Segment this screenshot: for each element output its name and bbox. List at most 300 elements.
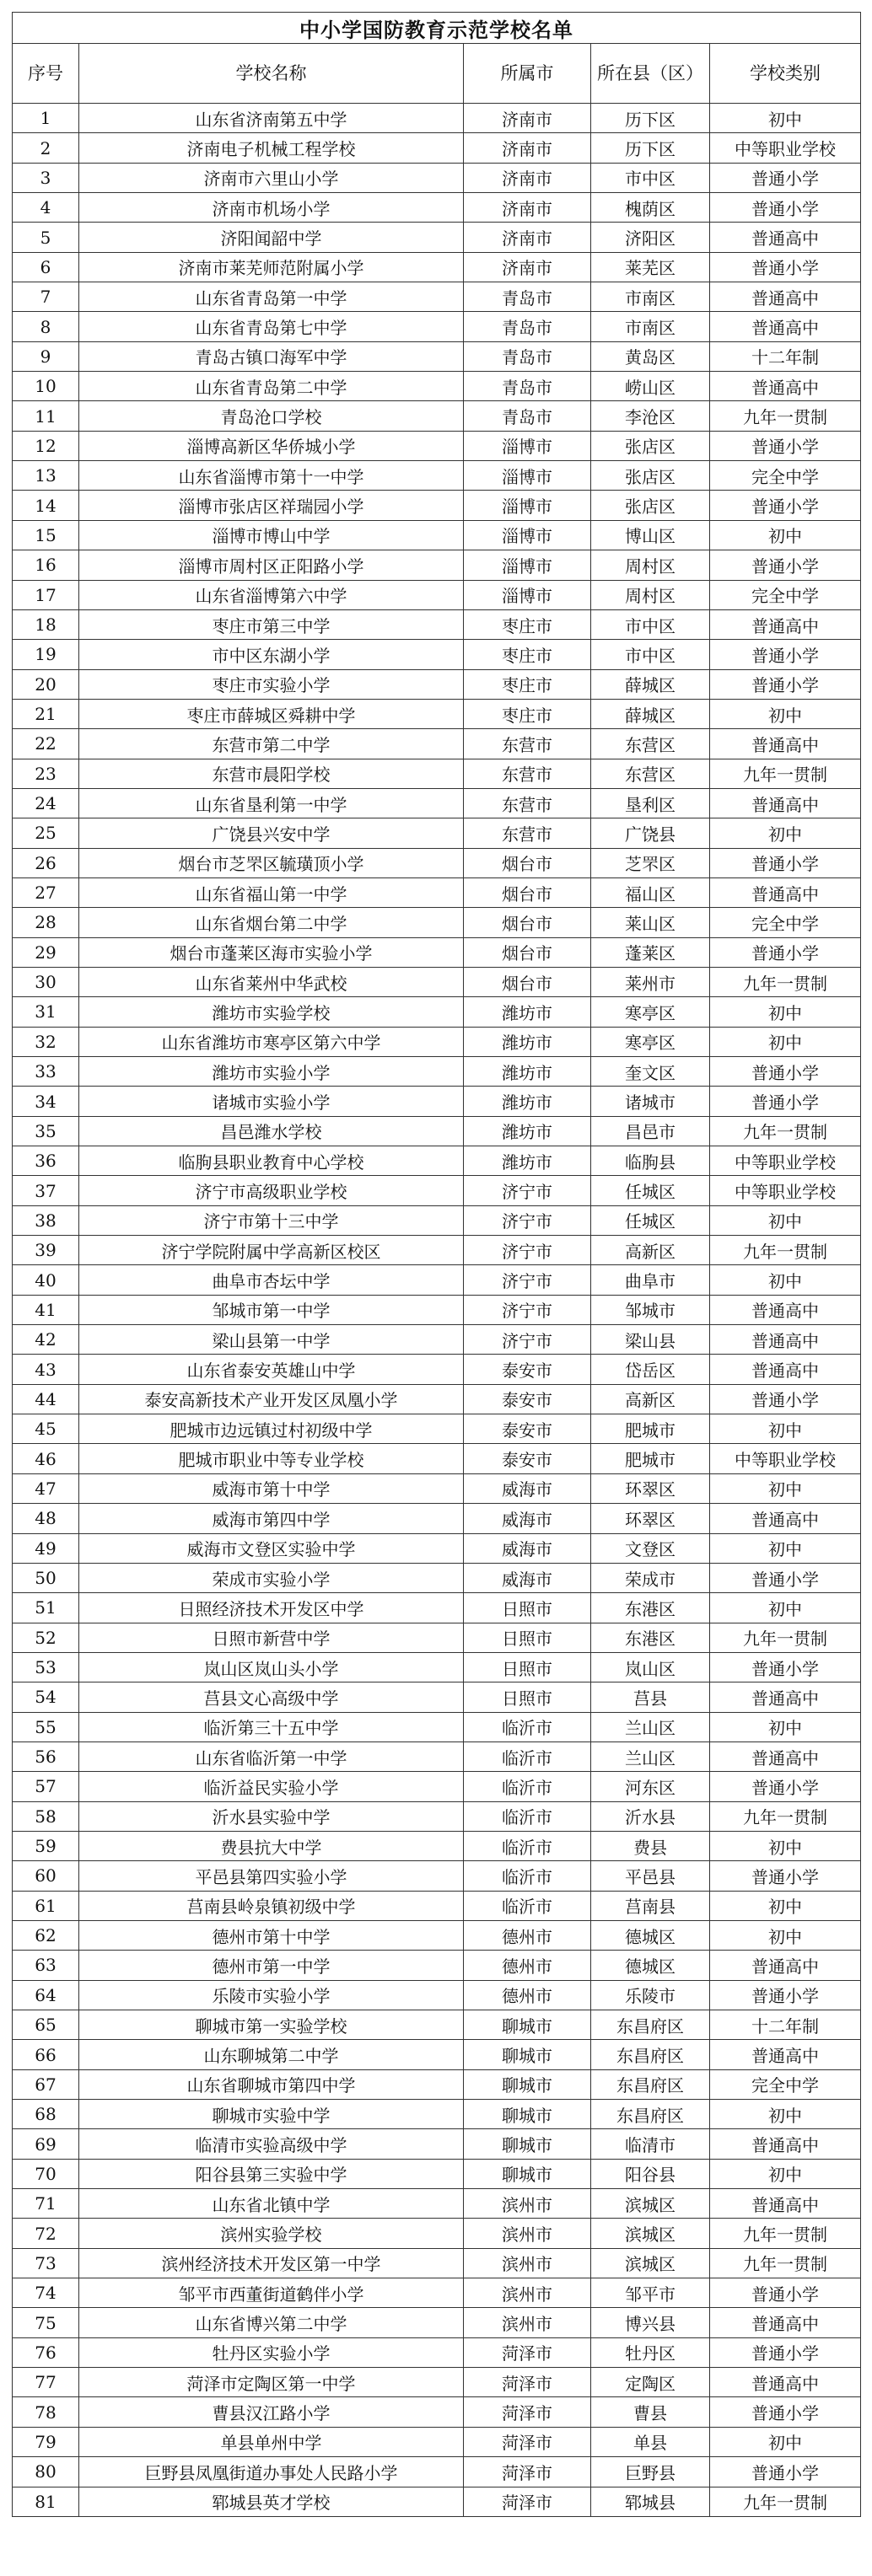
school-name-cell: 山东省莱州中华武校 [79,967,464,996]
city-cell: 东营市 [464,759,591,788]
row-number-cell: 9 [13,341,79,371]
county-cell: 巨野县 [591,2457,710,2487]
row-number-cell: 63 [13,1951,79,1980]
county-cell: 芝罘区 [591,848,710,877]
school-category-cell: 普通高中 [710,282,861,312]
city-cell: 日照市 [464,1593,591,1623]
row-number-cell: 36 [13,1146,79,1176]
city-cell: 青岛市 [464,372,591,401]
school-category-cell: 中等职业学校 [710,1444,861,1473]
school-name-cell: 滨州实验学校 [79,2219,464,2248]
city-cell: 泰安市 [464,1444,591,1473]
school-name-cell: 山东省福山第一中学 [79,877,464,907]
county-cell: 周村区 [591,550,710,580]
row-number-cell: 58 [13,1801,79,1831]
county-cell: 张店区 [591,431,710,460]
table-row [13,431,861,460]
row-number-cell: 12 [13,431,79,460]
school-name-cell: 广饶县兴安中学 [79,818,464,848]
school-name-cell: 日照市新营中学 [79,1623,464,1652]
table-row [13,1355,861,1384]
school-category-cell: 初中 [710,1533,861,1563]
table-row [13,1473,861,1503]
county-cell: 博兴县 [591,2308,710,2337]
table-row [13,2100,861,2129]
county-cell: 牡丹区 [591,2337,710,2367]
row-number-cell: 15 [13,520,79,550]
school-name-cell: 邹平市西董街道鹤伴小学 [79,2278,464,2308]
city-cell: 日照市 [464,1623,591,1652]
table-row [13,1801,861,1831]
table-row [13,1384,861,1414]
school-category-cell: 普通高中 [710,877,861,907]
row-number-cell: 31 [13,997,79,1027]
city-cell: 潍坊市 [464,1116,591,1146]
school-category-cell: 完全中学 [710,908,861,937]
county-cell: 高新区 [591,1384,710,1414]
table-row [13,877,861,907]
school-name-cell: 昌邑潍水学校 [79,1116,464,1146]
city-cell: 青岛市 [464,312,591,341]
table-row [13,2368,861,2397]
city-cell: 淄博市 [464,550,591,580]
table-row [13,1980,861,2010]
county-cell: 环翠区 [591,1473,710,1503]
school-category-cell: 初中 [710,2427,861,2456]
table-row [13,699,861,728]
school-category-cell: 普通小学 [710,163,861,192]
school-name-cell: 淄博市周村区正阳路小学 [79,550,464,580]
school-category-cell: 普通高中 [710,1504,861,1533]
county-cell: 昌邑市 [591,1116,710,1146]
school-category-cell: 完全中学 [710,2069,861,2099]
table-row [13,1533,861,1563]
school-name-cell: 淄博市博山中学 [79,520,464,550]
row-number-cell: 22 [13,729,79,759]
city-cell: 威海市 [464,1563,591,1592]
school-category-cell: 普通高中 [710,312,861,341]
city-cell: 烟台市 [464,877,591,907]
school-name-cell: 山东省垦利第一中学 [79,788,464,818]
school-category-cell: 初中 [710,520,861,550]
table-row [13,1682,861,1712]
table-row [13,1205,861,1235]
table-row [13,1504,861,1533]
school-category-cell: 普通高中 [710,1682,861,1712]
county-cell: 东港区 [591,1623,710,1652]
row-number-cell: 61 [13,1891,79,1920]
county-cell: 定陶区 [591,2368,710,2397]
table-row [13,848,861,877]
school-name-cell: 山东省博兴第二中学 [79,2308,464,2337]
header-city: 所属市 [464,44,591,104]
school-category-cell: 普通高中 [710,2189,861,2219]
school-category-cell: 普通小学 [710,193,861,223]
county-cell: 薛城区 [591,699,710,728]
school-category-cell: 完全中学 [710,461,861,491]
county-cell: 寒亭区 [591,1027,710,1056]
table-row [13,1712,861,1741]
table-row [13,1623,861,1652]
school-name-cell: 山东省泰安英雄山中学 [79,1355,464,1384]
row-number-cell: 80 [13,2457,79,2487]
school-name-cell: 泰安高新技术产业开发区凤凰小学 [79,1384,464,1414]
school-category-cell: 普通小学 [710,669,861,699]
school-name-cell: 济宁学院附属中学高新区校区 [79,1236,464,1265]
city-cell: 枣庄市 [464,640,591,669]
school-name-cell: 威海市第十中学 [79,1473,464,1503]
row-number-cell: 46 [13,1444,79,1473]
row-number-cell: 26 [13,848,79,877]
row-number-cell: 18 [13,609,79,639]
row-number-cell: 38 [13,1205,79,1235]
city-cell: 聊城市 [464,2100,591,2129]
row-number-cell: 56 [13,1741,79,1771]
school-name-cell: 临清市实验高级中学 [79,2129,464,2159]
school-category-cell: 普通高中 [710,2040,861,2069]
row-number-cell: 48 [13,1504,79,1533]
row-number-cell: 21 [13,699,79,728]
city-cell: 临沂市 [464,1861,591,1891]
header-row [13,44,861,104]
row-number-cell: 74 [13,2278,79,2308]
city-cell: 聊城市 [464,2159,591,2188]
row-number-cell: 64 [13,1980,79,2010]
row-number-cell: 70 [13,2159,79,2188]
school-category-cell: 中等职业学校 [710,1146,861,1176]
city-cell: 青岛市 [464,341,591,371]
row-number-cell: 51 [13,1593,79,1623]
row-number-cell: 34 [13,1087,79,1116]
table-row [13,1116,861,1146]
school-name-cell: 枣庄市薛城区舜耕中学 [79,699,464,728]
county-cell: 邹平市 [591,2278,710,2308]
table-row [13,1176,861,1205]
table-row [13,1831,861,1860]
school-name-cell: 济南市六里山小学 [79,163,464,192]
city-cell: 东营市 [464,788,591,818]
table-row [13,2397,861,2427]
city-cell: 枣庄市 [464,669,591,699]
school-name-cell: 东营市第二中学 [79,729,464,759]
county-cell: 河东区 [591,1772,710,1801]
county-cell: 临清市 [591,2129,710,2159]
city-cell: 潍坊市 [464,1057,591,1087]
table-row [13,2129,861,2159]
school-name-cell: 牡丹区实验小学 [79,2337,464,2367]
school-category-cell: 初中 [710,2159,861,2188]
table-row [13,1861,861,1891]
school-name-cell: 威海市第四中学 [79,1504,464,1533]
county-cell: 历下区 [591,104,710,133]
school-name-cell: 青岛古镇口海军中学 [79,341,464,371]
row-number-cell: 67 [13,2069,79,2099]
county-cell: 东昌府区 [591,2100,710,2129]
row-number-cell: 62 [13,1920,79,1950]
city-cell: 滨州市 [464,2248,591,2278]
school-name-cell: 临沂益民实验小学 [79,1772,464,1801]
school-list-table [12,12,861,2517]
school-category-cell: 普通高中 [710,1741,861,1771]
county-cell: 滨城区 [591,2189,710,2219]
county-cell: 荣成市 [591,1563,710,1592]
county-cell: 张店区 [591,491,710,520]
table-row [13,2487,861,2516]
county-cell: 德城区 [591,1951,710,1980]
city-cell: 济宁市 [464,1176,591,1205]
school-category-cell: 普通小学 [710,1087,861,1116]
school-category-cell: 普通高中 [710,2308,861,2337]
row-number-cell: 45 [13,1414,79,1444]
school-category-cell: 普通高中 [710,372,861,401]
school-name-cell: 费县抗大中学 [79,1831,464,1860]
school-category-cell: 普通小学 [710,2337,861,2367]
county-cell: 阳谷县 [591,2159,710,2188]
city-cell: 东营市 [464,729,591,759]
county-cell: 郓城县 [591,2487,710,2516]
county-cell: 曹县 [591,2397,710,2427]
table-row [13,2427,861,2456]
city-cell: 淄博市 [464,520,591,550]
school-category-cell: 初中 [710,1891,861,1920]
city-cell: 烟台市 [464,908,591,937]
county-cell: 滨城区 [591,2219,710,2248]
county-cell: 莱山区 [591,908,710,937]
city-cell: 枣庄市 [464,699,591,728]
city-cell: 菏泽市 [464,2457,591,2487]
row-number-cell: 16 [13,550,79,580]
school-category-cell: 普通小学 [710,550,861,580]
school-name-cell: 莒南县岭泉镇初级中学 [79,1891,464,1920]
table-row [13,1414,861,1444]
school-name-cell: 威海市文登区实验中学 [79,1533,464,1563]
school-name-cell: 德州市第一中学 [79,1951,464,1980]
table-row [13,1444,861,1473]
city-cell: 济宁市 [464,1205,591,1235]
row-number-cell: 78 [13,2397,79,2427]
table-row [13,1087,861,1116]
city-cell: 烟台市 [464,967,591,996]
table-row [13,640,861,669]
table-row [13,1057,861,1087]
table-row [13,2248,861,2278]
table-row [13,2457,861,2487]
county-cell: 兰山区 [591,1741,710,1771]
school-name-cell: 山东省聊城市第四中学 [79,2069,464,2099]
county-cell: 东昌府区 [591,2040,710,2069]
table-body [13,104,861,2517]
school-name-cell: 山东省青岛第七中学 [79,312,464,341]
school-category-cell: 普通小学 [710,1652,861,1682]
school-name-cell: 日照经济技术开发区中学 [79,1593,464,1623]
city-cell: 德州市 [464,1951,591,1980]
school-name-cell: 临沂第三十五中学 [79,1712,464,1741]
school-name-cell: 山东省淄博第六中学 [79,580,464,609]
county-cell: 任城区 [591,1205,710,1235]
school-name-cell: 济阳闻韶中学 [79,223,464,252]
county-cell: 费县 [591,1831,710,1860]
row-number-cell: 68 [13,2100,79,2129]
school-name-cell: 山东省青岛第二中学 [79,372,464,401]
table-row [13,2040,861,2069]
school-category-cell: 普通高中 [710,609,861,639]
city-cell: 聊城市 [464,2069,591,2099]
table-row [13,759,861,788]
school-name-cell: 肥城市边远镇过村初级中学 [79,1414,464,1444]
county-cell: 曲阜市 [591,1265,710,1295]
table-row [13,937,861,967]
county-cell: 临朐县 [591,1146,710,1176]
row-number-cell: 55 [13,1712,79,1741]
school-category-cell: 九年一贯制 [710,1801,861,1831]
county-cell: 李沧区 [591,401,710,431]
row-number-cell: 13 [13,461,79,491]
city-cell: 潍坊市 [464,1146,591,1176]
school-category-cell: 普通小学 [710,431,861,460]
school-name-cell: 郓城县英才学校 [79,2487,464,2516]
city-cell: 泰安市 [464,1355,591,1384]
county-cell: 市中区 [591,640,710,669]
row-number-cell: 72 [13,2219,79,2248]
school-name-cell: 济南市莱芜师范附属小学 [79,252,464,282]
county-cell: 莱州市 [591,967,710,996]
school-category-cell: 初中 [710,997,861,1027]
table-row [13,1563,861,1592]
county-cell: 博山区 [591,520,710,550]
row-number-cell: 79 [13,2427,79,2456]
table-row [13,729,861,759]
row-number-cell: 25 [13,818,79,848]
school-category-cell: 普通小学 [710,848,861,877]
table-row [13,461,861,491]
row-number-cell: 39 [13,1236,79,1265]
county-cell: 崂山区 [591,372,710,401]
table-title: 中小学国防教育示范学校名单 [13,13,861,44]
row-number-cell: 3 [13,163,79,192]
table-row [13,997,861,1027]
school-name-cell: 诸城市实验小学 [79,1087,464,1116]
header-school-name: 学校名称 [79,44,464,104]
row-number-cell: 6 [13,252,79,282]
county-cell: 德城区 [591,1920,710,1950]
table-row [13,1027,861,1056]
city-cell: 临沂市 [464,1891,591,1920]
table-row [13,1295,861,1324]
table-row [13,372,861,401]
school-category-cell: 初中 [710,699,861,728]
school-category-cell: 初中 [710,1027,861,1056]
school-name-cell: 山东聊城第二中学 [79,2040,464,2069]
row-number-cell: 28 [13,908,79,937]
row-number-cell: 33 [13,1057,79,1087]
row-number-cell: 7 [13,282,79,312]
school-category-cell: 中等职业学校 [710,133,861,163]
school-name-cell: 邹城市第一中学 [79,1295,464,1324]
school-category-cell: 完全中学 [710,580,861,609]
school-name-cell: 德州市第十中学 [79,1920,464,1950]
table-row [13,2069,861,2099]
county-cell: 东营区 [591,759,710,788]
row-number-cell: 52 [13,1623,79,1652]
city-cell: 临沂市 [464,1801,591,1831]
row-number-cell: 49 [13,1533,79,1563]
table-row [13,788,861,818]
county-cell: 梁山县 [591,1325,710,1355]
table-row [13,818,861,848]
city-cell: 威海市 [464,1504,591,1533]
row-number-cell: 53 [13,1652,79,1682]
city-cell: 潍坊市 [464,1087,591,1116]
county-cell: 莒南县 [591,1891,710,1920]
county-cell: 济阳区 [591,223,710,252]
header-category: 学校类别 [710,44,861,104]
school-category-cell: 普通小学 [710,252,861,282]
school-name-cell: 荣成市实验小学 [79,1563,464,1592]
school-name-cell: 聊城市第一实验学校 [79,2010,464,2040]
school-name-cell: 临朐县职业教育中心学校 [79,1146,464,1176]
county-cell: 寒亭区 [591,997,710,1027]
county-cell: 福山区 [591,877,710,907]
school-name-cell: 滨州经济技术开发区第一中学 [79,2248,464,2278]
school-name-cell: 烟台市芝罘区毓璜顶小学 [79,848,464,877]
county-cell: 东昌府区 [591,2069,710,2099]
county-cell: 东营区 [591,729,710,759]
city-cell: 潍坊市 [464,997,591,1027]
table-row [13,550,861,580]
county-cell: 岚山区 [591,1652,710,1682]
county-cell: 市南区 [591,282,710,312]
school-category-cell: 九年一贯制 [710,2487,861,2516]
school-category-cell: 普通小学 [710,1384,861,1414]
school-name-cell: 济南市机场小学 [79,193,464,223]
school-name-cell: 聊城市实验中学 [79,2100,464,2129]
city-cell: 威海市 [464,1533,591,1563]
row-number-cell: 35 [13,1116,79,1146]
row-number-cell: 77 [13,2368,79,2397]
table-row [13,1593,861,1623]
city-cell: 聊城市 [464,2010,591,2040]
county-cell: 沂水县 [591,1801,710,1831]
row-number-cell: 29 [13,937,79,967]
school-name-cell: 潍坊市实验学校 [79,997,464,1027]
table-row [13,2010,861,2040]
row-number-cell: 17 [13,580,79,609]
city-cell: 临沂市 [464,1741,591,1771]
city-cell: 泰安市 [464,1414,591,1444]
county-cell: 广饶县 [591,818,710,848]
school-name-cell: 乐陵市实验小学 [79,1980,464,2010]
school-name-cell: 梁山县第一中学 [79,1325,464,1355]
county-cell: 槐荫区 [591,193,710,223]
school-name-cell: 肥城市职业中等专业学校 [79,1444,464,1473]
school-category-cell: 普通高中 [710,1951,861,1980]
row-number-cell: 43 [13,1355,79,1384]
school-name-cell: 市中区东湖小学 [79,640,464,669]
school-category-cell: 普通小学 [710,1563,861,1592]
county-cell: 兰山区 [591,1712,710,1741]
row-number-cell: 27 [13,877,79,907]
county-cell: 乐陵市 [591,1980,710,2010]
county-cell: 肥城市 [591,1414,710,1444]
county-cell: 奎文区 [591,1057,710,1087]
city-cell: 青岛市 [464,282,591,312]
school-category-cell: 九年一贯制 [710,2219,861,2248]
school-category-cell: 初中 [710,1414,861,1444]
row-number-cell: 14 [13,491,79,520]
row-number-cell: 40 [13,1265,79,1295]
city-cell: 菏泽市 [464,2487,591,2516]
row-number-cell: 23 [13,759,79,788]
